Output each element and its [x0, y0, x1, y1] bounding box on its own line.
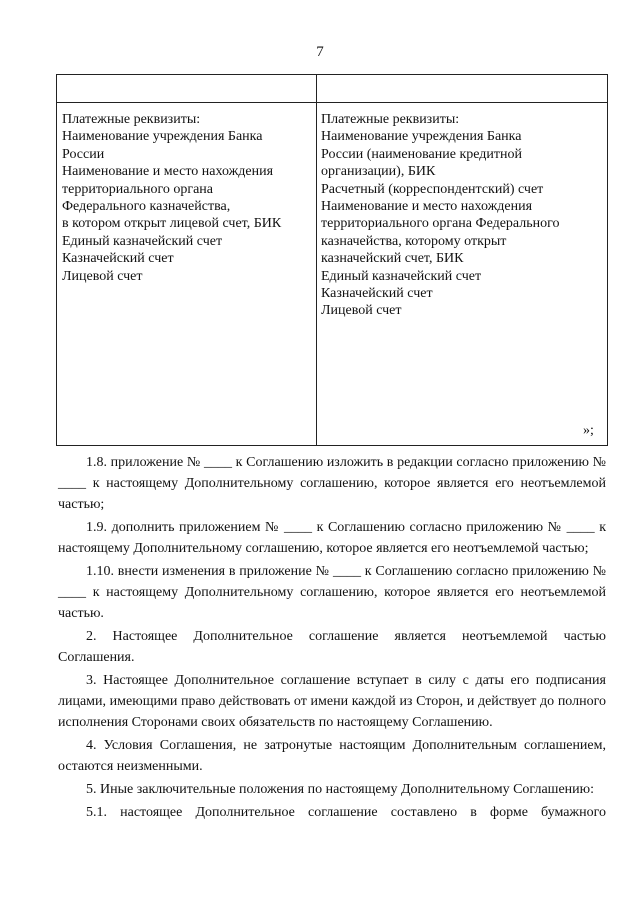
paragraph-1-8: 1.8. приложение № ____ к Соглашению изложить в редакции согласно приложению № ____ к настоящему Дополнительному соглашению, которое является его неотъемлемой частью; [58, 455, 606, 512]
right-line: Лицевой счет [321, 303, 402, 319]
table-column-divider [316, 75, 317, 445]
left-line: в котором открыт лицевой счет, БИК [62, 216, 282, 232]
right-line: Наименование учреждения Банка [321, 129, 522, 145]
left-line: территориального органа [62, 181, 214, 197]
right-line: Наименование и место нахождения [321, 199, 533, 215]
left-line: Наименование и место нахождения [62, 164, 274, 180]
left-line: Казначейский счет [62, 251, 174, 267]
document-body [58, 452, 606, 825]
paragraph-1-10: 1.10. внести изменения в приложение № ____ к Соглашению согласно приложению № ____ к настоящему Дополнительному соглашению, которое является его неотъемлемой частью. [58, 564, 606, 621]
requisites-table [56, 74, 608, 446]
right-requisites-cell [321, 111, 605, 320]
paragraph-5-1: 5.1. настоящее Дополнительное соглашение составлено в форме бумажного [86, 805, 606, 820]
left-requisites-cell [62, 111, 312, 285]
paragraph-4: 4. Условия Соглашения, не затронутые настоящим Дополнительным соглашением, остаются неизменными. [58, 738, 606, 774]
left-line: России [62, 146, 105, 162]
page-number: 7 [316, 44, 324, 60]
closing-quote-mark: »; [583, 423, 594, 438]
paragraph-5: 5. Иные заключительные положения по настоящему Дополнительному Соглашению: [86, 782, 594, 797]
left-line: Лицевой счет [62, 268, 143, 284]
right-line: территориального органа Федерального [321, 216, 560, 232]
paragraph-3: 3. Настоящее Дополнительное соглашение вступает в силу с даты его подписания лицами, имеющими право действовать от имени каждой из Сторон, и действует до полного исполнения Сторонами своих обязательств по настоящему Соглашению. [58, 673, 606, 730]
left-line: Наименование учреждения Банка [62, 129, 263, 145]
right-line: Единый казначейский счет [321, 268, 482, 284]
right-line: Расчетный (корреспондентский) счет [321, 181, 544, 197]
table-header-row [57, 75, 607, 103]
paragraph-1-9: 1.9. дополнить приложением № ____ к Соглашению согласно приложению № ____ к настоящему Дополнительному соглашению, которое является его неотъемлемой частью; [58, 520, 606, 556]
left-line: Единый казначейский счет [62, 233, 223, 249]
right-line: России (наименование кредитной [321, 146, 523, 162]
left-line: Федерального казначейства, [62, 199, 231, 215]
paragraph-2: 2. Настоящее Дополнительное соглашение является неотъемлемой частью Соглашения. [58, 629, 606, 665]
left-line: Платежные реквизиты: [62, 112, 201, 127]
right-line: Казначейский счет [321, 286, 433, 302]
right-line: организации), БИК [321, 164, 436, 180]
right-line: Платежные реквизиты: [321, 112, 460, 127]
right-line: казначейства, которому открыт [321, 233, 507, 249]
right-line: казначейский счет, БИК [321, 251, 464, 267]
